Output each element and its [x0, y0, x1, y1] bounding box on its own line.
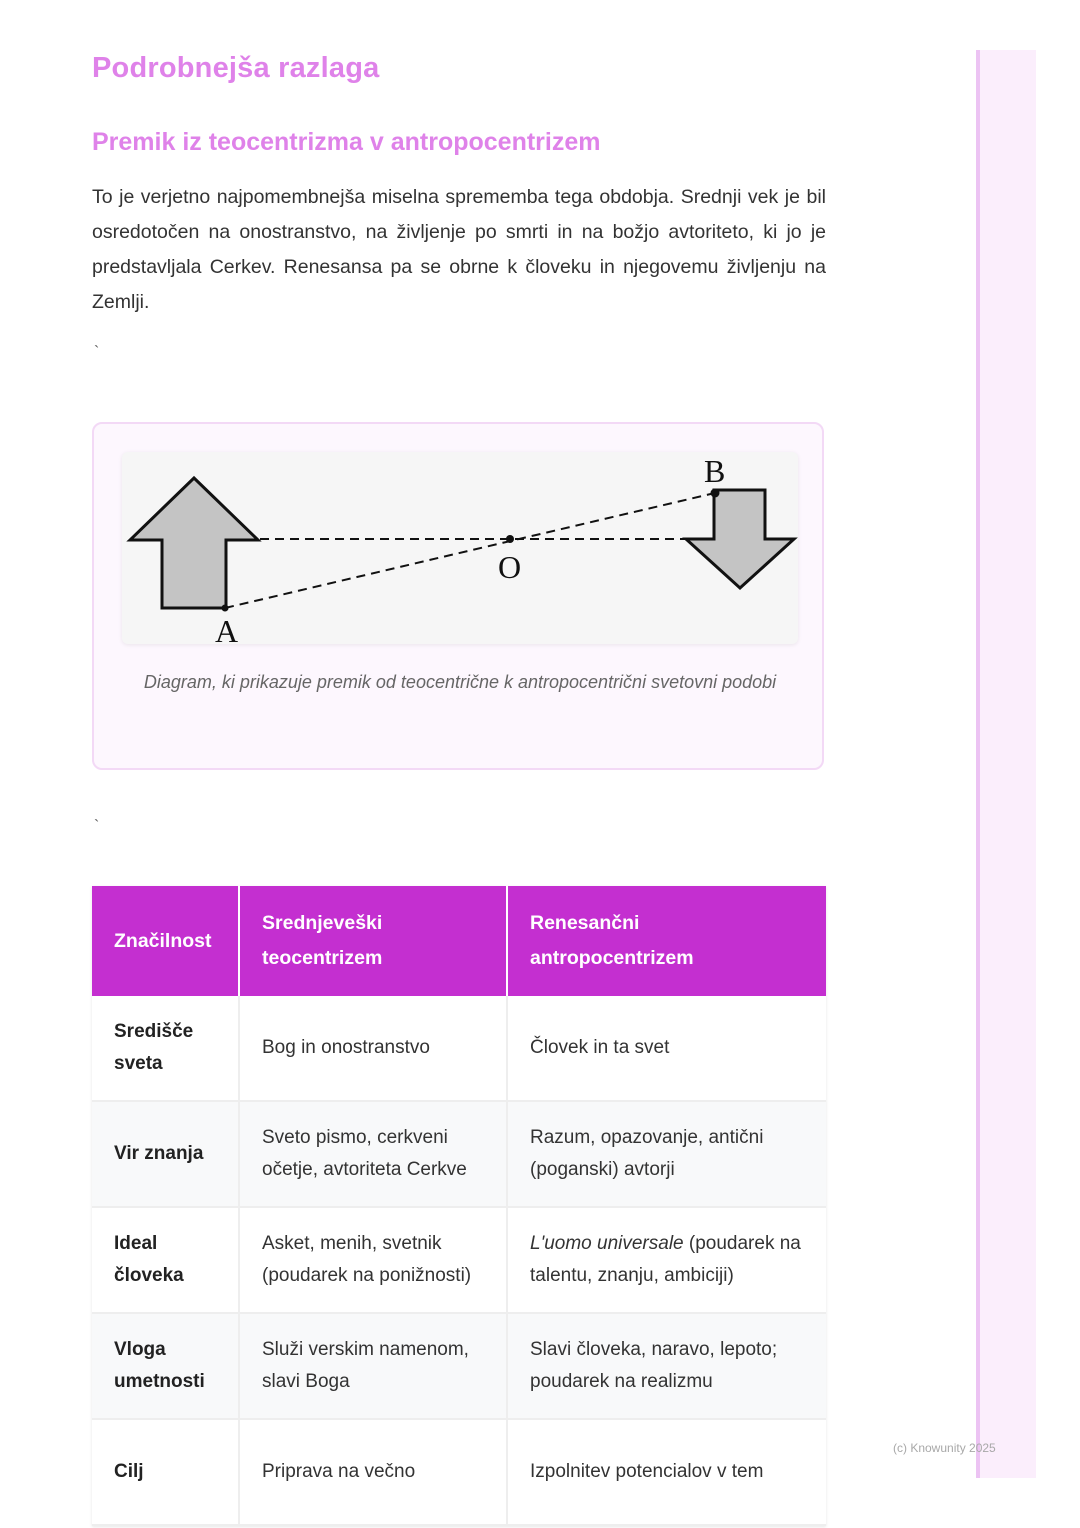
- comparison-table: [92, 886, 826, 1526]
- row-medieval: Asket, menih, svetnik (poudarek na ponižnosti): [239, 1207, 507, 1313]
- up-arrow-icon: [130, 478, 258, 608]
- table-row: [92, 1207, 826, 1313]
- sidebar-strip: [976, 50, 1036, 1478]
- point-a: [222, 605, 229, 612]
- row-feature: Vloga umetnosti: [92, 1313, 239, 1419]
- table-header-row: [92, 886, 826, 996]
- table-row: [92, 1313, 826, 1419]
- header-medieval: Srednjeveški teocentrizem: [239, 886, 507, 996]
- table-row: [92, 1419, 826, 1525]
- watermark: (c) Knowunity 2025: [893, 1441, 996, 1455]
- stray-backtick: `: [94, 344, 100, 361]
- point-b: [711, 489, 720, 498]
- row-feature: Ideal človeka: [92, 1207, 239, 1313]
- point-o: [506, 535, 514, 543]
- row-renaissance: Izpolnitev potencialov v tem: [507, 1419, 826, 1525]
- row-feature: Cilj: [92, 1419, 239, 1525]
- stray-backtick: `: [94, 818, 100, 835]
- row-renaissance: [507, 1207, 826, 1313]
- row-renaissance: Slavi človeka, naravo, lepoto; poudarek na realizmu: [507, 1313, 826, 1419]
- row-medieval: Sveto pismo, cerkveni očetje, avtoriteta Cerkve: [239, 1101, 507, 1207]
- row-renaissance: Človek in ta svet: [507, 996, 826, 1101]
- table-row: [92, 996, 826, 1101]
- uomo-universale-term: L'uomo universale: [530, 1233, 684, 1254]
- label-b: B: [704, 453, 726, 489]
- label-a: A: [215, 613, 239, 644]
- intro-paragraph: To je verjetno najpomembnejša miselna sprememba tega obdobja. Srednji vek je bil osredotočen na onostranstvo, na življenje po smrti in na božjo avtoriteto, ki jo je predstavljala Cerkev. Renesansa pa se obrne k človeku in njegovemu življenju na Zemlji.: [92, 186, 826, 313]
- table-row: [92, 1101, 826, 1207]
- figure-caption: Diagram, ki prikazuje premik od teocentrične k antropocentrični svetovni podobi: [143, 672, 777, 692]
- row-medieval: Bog in onostranstvo: [239, 996, 507, 1101]
- figure-box: [92, 422, 824, 770]
- row-feature: Vir znanja: [92, 1101, 239, 1207]
- shift-diagram: [122, 452, 798, 644]
- label-o: O: [498, 549, 522, 585]
- section-heading: Premik iz teocentrizma v antropocentrizem: [92, 128, 601, 156]
- row-medieval: Služi verskim namenom, slavi Boga: [239, 1313, 507, 1419]
- row-renaissance: Razum, opazovanje, antični (poganski) avtorji: [507, 1101, 826, 1207]
- header-feature: Značilnost: [92, 886, 239, 996]
- down-arrow-icon: [686, 490, 794, 588]
- page-title: Podrobnejša razlaga: [92, 52, 380, 84]
- diagram-card: [122, 452, 798, 644]
- row-medieval: Priprava na večno: [239, 1419, 507, 1525]
- diagonal-dashed-line: [225, 493, 715, 608]
- header-renaissance: Renesančni antropocentrizem: [507, 886, 826, 996]
- row-feature: Središče sveta: [92, 996, 239, 1101]
- renaissance-ideal-text: (poudarek na talentu, znanju, ambiciji): [530, 1233, 801, 1286]
